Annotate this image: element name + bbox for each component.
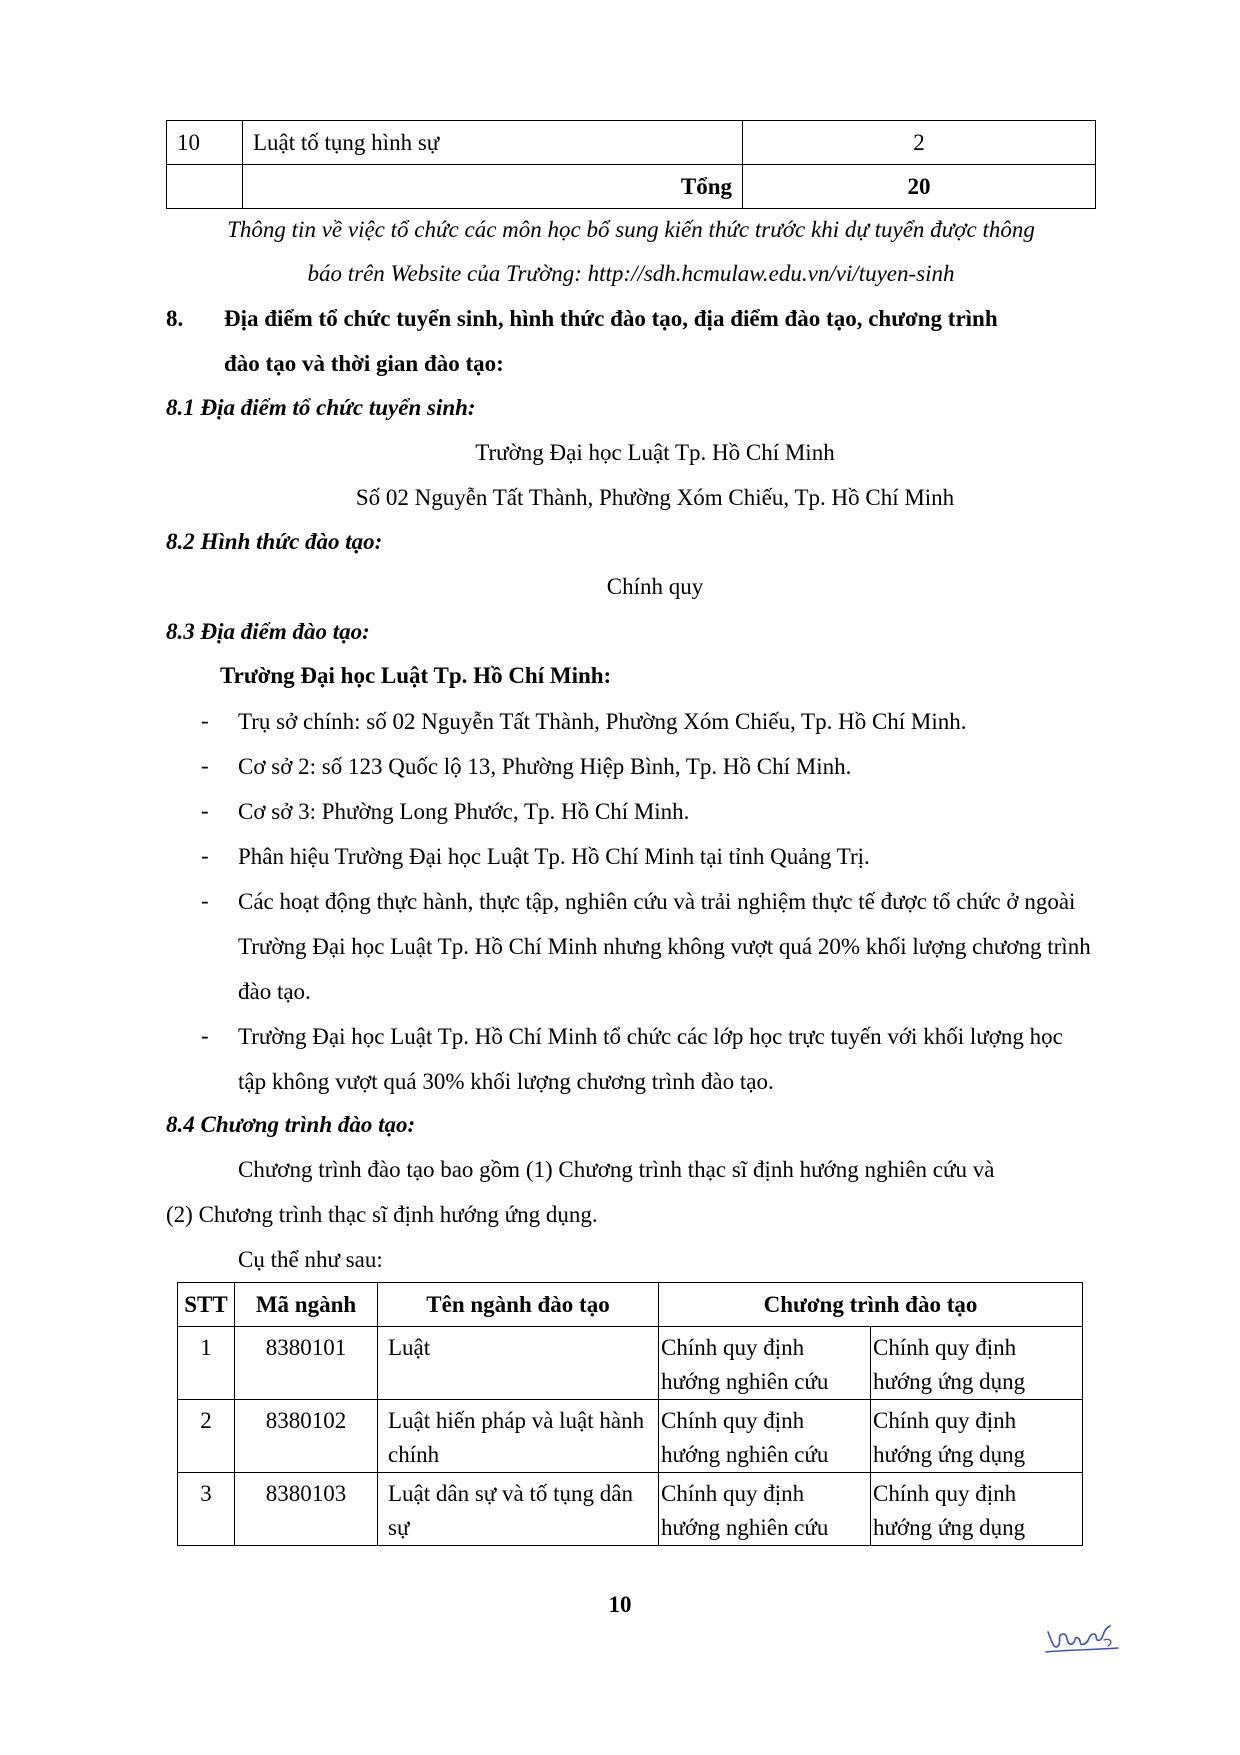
training-school: Trường Đại học Luật Tp. Hồ Chí Minh: [220, 663, 612, 688]
location-item: Cơ sở 3: Phường Long Phước, Tp. Hồ Chí Minh. [238, 799, 690, 824]
section-8-3-heading: 8.3 Địa điểm đào tạo: [166, 619, 370, 644]
table-row [178, 1327, 1083, 1400]
note-line-1: Thông tin về việc tổ chức các môn học bổ sung kiến thức trước khi dự tuyển được thông [227, 217, 1035, 242]
bullet: - [201, 708, 209, 733]
cell-code: 8380101 [235, 1327, 378, 1400]
total-row [167, 165, 1096, 209]
subject-credits: 2 [743, 121, 1096, 165]
cell-research: Chính quy định hướng nghiên cứu [659, 1473, 871, 1546]
admission-school: Trường Đại học Luật Tp. Hồ Chí Minh [475, 440, 835, 465]
cell-research: Chính quy định hướng nghiên cứu [659, 1400, 871, 1473]
cell-name: Luật [378, 1327, 659, 1400]
bullet: - [201, 798, 209, 823]
bullet: - [201, 1023, 209, 1048]
subjects-table [166, 120, 1096, 209]
program-paragraph-line-2: (2) Chương trình thạc sĩ định hướng ứng dụng. [166, 1202, 598, 1227]
section-8-4-heading: 8.4 Chương trình đào tạo: [166, 1112, 416, 1137]
header-name: Tên ngành đào tạo [378, 1283, 659, 1327]
location-item: Cơ sở 2: số 123 Quốc lộ 13, Phường Hiệp Bình, Tp. Hồ Chí Minh. [238, 754, 852, 779]
note-line-2: báo trên Website của Trường: http://sdh.hcmulaw.edu.vn/vi/tuyen-sinh [307, 261, 955, 286]
section-8-number: 8. [166, 306, 184, 331]
table-row [167, 121, 1096, 165]
programs-table [177, 1282, 1083, 1546]
cell-stt: 3 [178, 1473, 235, 1546]
cell-applied: Chính quy định hướng ứng dụng [871, 1327, 1083, 1400]
header-code: Mã ngành [235, 1283, 378, 1327]
section-8-title-line-1: Địa điểm tổ chức tuyển sinh, hình thức đào tạo, địa điểm đào tạo, chương trình [224, 306, 998, 331]
section-8-title-line-2: đào tạo và thời gian đào tạo: [224, 351, 504, 376]
header-stt: STT [178, 1283, 235, 1327]
table-row [178, 1473, 1083, 1546]
total-label: Tổng [243, 165, 743, 209]
program-paragraph-line-1: Chương trình đào tạo bao gồm (1) Chương trình thạc sĩ định hướng nghiên cứu và [238, 1157, 995, 1182]
cell-applied: Chính quy định hướng ứng dụng [871, 1473, 1083, 1546]
bullet: - [201, 753, 209, 778]
empty-cell [167, 165, 243, 209]
table-row [178, 1400, 1083, 1473]
total-value: 20 [743, 165, 1096, 209]
bullet: - [201, 843, 209, 868]
table-header-row [178, 1283, 1083, 1327]
row-number: 10 [167, 121, 243, 165]
cell-research: Chính quy định hướng nghiên cứu [659, 1327, 871, 1400]
training-form: Chính quy [606, 574, 704, 599]
cell-applied: Chính quy định hướng ứng dụng [871, 1400, 1083, 1473]
header-program: Chương trình đào tạo [659, 1283, 1083, 1327]
location-item: Phân hiệu Trường Đại học Luật Tp. Hồ Chí Minh tại tỉnh Quảng Trị. [238, 844, 870, 869]
section-8-2-heading: 8.2 Hình thức đào tạo: [166, 529, 383, 554]
page-number: 10 [608, 1592, 632, 1617]
section-8-1-heading: 8.1 Địa điểm tổ chức tuyển sinh: [166, 395, 476, 420]
subject-name: Luật tố tụng hình sự [243, 121, 743, 165]
cell-stt: 1 [178, 1327, 235, 1400]
location-item: Trụ sở chính: số 02 Nguyễn Tất Thành, Phường Xóm Chiếu, Tp. Hồ Chí Minh. [238, 709, 967, 734]
admission-address: Số 02 Nguyễn Tất Thành, Phường Xóm Chiếu, Tp. Hồ Chí Minh [355, 485, 955, 510]
cell-stt: 2 [178, 1400, 235, 1473]
signature-icon [1044, 1620, 1124, 1660]
location-item: Các hoạt động thực hành, thực tập, nghiên cứu và trải nghiệm thực tế được tổ chức ở ngoài Trường Đại học Luật Tp. Hồ Chí Minh nhưng không vượt quá 20% khối lượng chương trình đào tạo. [238, 889, 1091, 1004]
cell-code: 8380103 [235, 1473, 378, 1546]
location-item: Trường Đại học Luật Tp. Hồ Chí Minh tổ chức các lớp học trực tuyến với khối lượng học tập không vượt quá 30% khối lượng chương trình đào tạo. [238, 1024, 1063, 1094]
cell-name: Luật hiến pháp và luật hành chính [378, 1400, 659, 1473]
program-intro: Cụ thể như sau: [238, 1247, 383, 1272]
bullet: - [201, 888, 209, 913]
cell-name: Luật dân sự và tố tụng dân sự [378, 1473, 659, 1546]
cell-code: 8380102 [235, 1400, 378, 1473]
